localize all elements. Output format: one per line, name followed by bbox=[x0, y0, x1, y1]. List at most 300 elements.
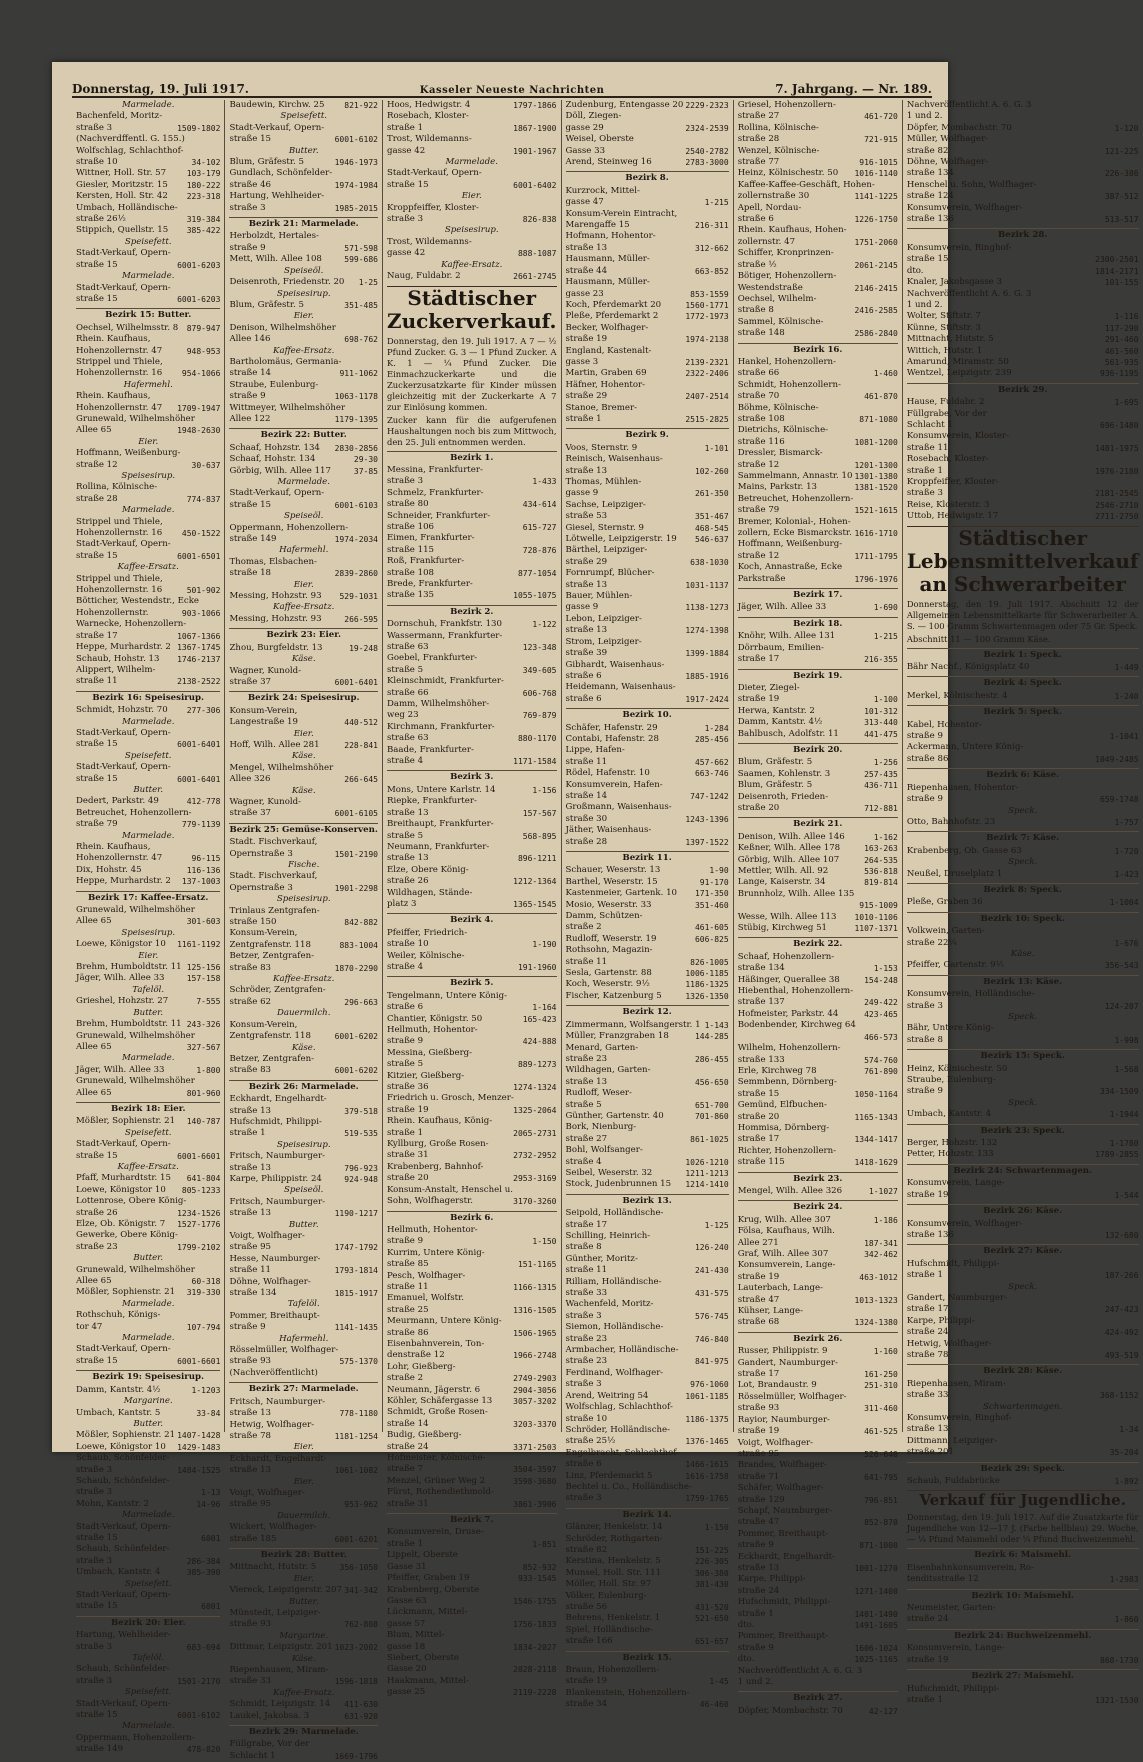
vendor-name: Amarund, Miramstr. 50 bbox=[906, 356, 1009, 367]
vendor-name: straße 82 bbox=[906, 145, 949, 156]
vendor-name: Warnecke, Hohenzollern- bbox=[76, 619, 187, 630]
vendor-name: straße 77 bbox=[737, 157, 780, 168]
vendor-entry bbox=[387, 642, 557, 653]
number-range: 1325-2064 bbox=[513, 1105, 557, 1115]
number-range: 1527-1776 bbox=[177, 1220, 221, 1229]
vendor-name: Petter, Hohzstr. 133 bbox=[906, 1149, 994, 1160]
number-range: 163-263 bbox=[864, 844, 898, 854]
vendor-name: Döhne, Wolfhager- bbox=[229, 1276, 311, 1287]
vendor-entry bbox=[387, 1173, 557, 1184]
number-range: 1138-1273 bbox=[685, 603, 729, 613]
number-range: 306-380 bbox=[694, 1568, 729, 1578]
number-range: 223-318 bbox=[186, 192, 221, 202]
vendor-entry bbox=[387, 1453, 557, 1464]
number-range: 466-573 bbox=[864, 1032, 898, 1042]
vendor-entry bbox=[566, 934, 729, 945]
number-range: 46-460 bbox=[699, 1700, 729, 1710]
number-range: 1181-1254 bbox=[334, 1431, 378, 1441]
vendor-entry bbox=[387, 1373, 557, 1384]
vendor-name: Mett, Wilh. Allee 108 bbox=[229, 254, 322, 265]
vendor-entry bbox=[738, 1529, 898, 1540]
number-range: 948-953 bbox=[186, 346, 221, 356]
vendor-entry bbox=[387, 100, 557, 111]
vendor-name: Bachenfeld, Moritz- bbox=[76, 111, 163, 122]
number-range: 154-248 bbox=[864, 975, 898, 985]
vendor-entry bbox=[76, 539, 220, 550]
vendor-entry bbox=[387, 1259, 557, 1270]
number-range: 3504-3597 bbox=[513, 1465, 557, 1475]
vendor-name: Krug, Wilh. Allee 307 bbox=[737, 1214, 831, 1225]
vendor-entry bbox=[907, 454, 1139, 465]
vendor-name: straße 56 bbox=[565, 1602, 608, 1612]
notice-paragraph: Donnerstag, den 19. Juli 1917. Auf die Zusatzkarte für Jugendliche von 12—17 J. (Farbe hellblau) 29. Woche, — ¼ Pfund Maismehl oder ¼ Pfund Buchweizenmehl. bbox=[906, 1512, 1139, 1545]
vendor-name: straße 22¼ bbox=[906, 937, 957, 948]
vendor-entry bbox=[738, 1540, 898, 1551]
vendor-entry bbox=[229, 740, 378, 751]
vendor-entry bbox=[738, 1483, 898, 1494]
vendor-name: Damm, Kantstr. 4½ bbox=[76, 1384, 161, 1395]
vendor-name: Völker, Eulenburg- bbox=[565, 1590, 647, 1601]
number-range: 1-150 bbox=[704, 1523, 729, 1533]
district-heading: Bezirk 4: Speck. bbox=[907, 676, 1139, 689]
vendor-name: Künne, Stiftstr. 3 bbox=[906, 322, 981, 333]
vendor-name: Gandert, Naumburger- bbox=[906, 1292, 1008, 1303]
product-heading: Schwartenmagen. bbox=[983, 1401, 1063, 1412]
number-range: 871-1000 bbox=[859, 1541, 898, 1551]
vendor-name: straße 15 bbox=[76, 739, 118, 750]
number-range: 6001-6401 bbox=[177, 740, 221, 750]
vendor-name: straße 8 bbox=[565, 1242, 602, 1253]
vendor-entry bbox=[387, 1442, 557, 1453]
number-range: 96-115 bbox=[191, 854, 221, 864]
district-heading: Bezirk 24: Schwartenmagen. bbox=[907, 1164, 1139, 1177]
vendor-entry bbox=[566, 1402, 729, 1413]
vendor-entry bbox=[738, 1392, 898, 1403]
vendor-name: Braun, Hohenzollern- bbox=[565, 1665, 660, 1676]
vendor-entry bbox=[387, 796, 557, 807]
vendor-entry bbox=[566, 1020, 729, 1031]
product-heading: Butter. bbox=[288, 1219, 319, 1230]
number-range: 1171-1584 bbox=[513, 757, 557, 767]
vendor-entry bbox=[738, 900, 898, 911]
vendor-entry bbox=[387, 1550, 557, 1561]
vendor-name: Wagner, Kunold- bbox=[229, 665, 302, 676]
vendor-entry bbox=[566, 723, 729, 734]
number-range: 60-318 bbox=[191, 1277, 221, 1287]
vendor-name: Konsumverein, Lange- bbox=[737, 1260, 836, 1271]
vendor-name: straße 11 bbox=[386, 1281, 429, 1292]
vendor-entry bbox=[76, 1344, 220, 1355]
vendor-entry bbox=[76, 294, 220, 305]
vendor-name: straße 15 bbox=[76, 293, 118, 304]
number-range: 778-1180 bbox=[339, 1409, 378, 1419]
number-range: 651-657 bbox=[694, 1637, 729, 1647]
vendor-name: Nachveröffentlicht A. 6. G. 3 bbox=[906, 100, 1032, 110]
vendor-name: Wittner, Holl. Str. 57 bbox=[76, 168, 167, 179]
product-heading: Käse. bbox=[291, 654, 316, 665]
vendor-name: straße 26 bbox=[76, 1207, 118, 1218]
vendor-name: Konsum-Verein, bbox=[229, 705, 298, 716]
vendor-name: straße 33 bbox=[565, 1288, 608, 1299]
number-range: 6001-6203 bbox=[177, 260, 221, 270]
vendor-name: Görbig, Wilh. Allee 107 bbox=[737, 854, 840, 865]
vendor-entry bbox=[738, 1472, 898, 1483]
vendor-name: Messing, Hohzstr. 93 bbox=[229, 613, 322, 624]
vendor-name: Giesel, Sternstr. 9 bbox=[565, 522, 644, 533]
vendor-entry bbox=[907, 1695, 1139, 1706]
district-heading: Bezirk 2. bbox=[387, 605, 557, 618]
number-range: 261-350 bbox=[694, 489, 729, 499]
vendor-name: straße 26 bbox=[386, 876, 429, 887]
vendor-entry bbox=[738, 191, 898, 202]
vendor-name: Bremer, Kolonial-, Hohen- bbox=[737, 516, 851, 527]
number-range: 381-430 bbox=[694, 1580, 729, 1590]
product-heading: Kaffee-Ersatz. bbox=[441, 259, 503, 270]
vendor-entry bbox=[76, 260, 220, 271]
vendor-name: (Nachveröffentlicht) bbox=[229, 1367, 318, 1378]
vendor-name: Mengel, Wilhelmshöher bbox=[229, 762, 334, 773]
vendor-entry bbox=[566, 1545, 729, 1556]
vendor-entry bbox=[566, 694, 729, 705]
vendor-name: Schröder, Rothgarten- bbox=[565, 1533, 663, 1544]
vendor-entry bbox=[566, 791, 729, 802]
vendor-name: Messing, Hohzstr. 93 bbox=[229, 591, 322, 602]
vendor-entry bbox=[566, 1311, 729, 1322]
vendor-entry bbox=[229, 1231, 378, 1242]
vendor-name: straße 149 bbox=[229, 534, 277, 545]
number-range: 1049-2485 bbox=[1095, 754, 1139, 764]
vendor-entry bbox=[566, 580, 729, 591]
vendor-entry bbox=[229, 1031, 378, 1042]
vendor-name: straße 4 bbox=[386, 961, 424, 972]
number-range: 842-882 bbox=[344, 918, 378, 928]
number-range: 1212-1364 bbox=[513, 877, 557, 887]
vendor-entry bbox=[229, 797, 378, 808]
vendor-entry bbox=[387, 1607, 557, 1618]
vendor-entry bbox=[907, 1178, 1139, 1189]
vendor-name: straße 19 bbox=[386, 1104, 429, 1115]
vendor-name: straße 9 bbox=[906, 1086, 943, 1097]
vendor-name: straße 93 bbox=[229, 1356, 272, 1367]
district-heading: Bezirk 15: Speck. bbox=[907, 1049, 1139, 1062]
vendor-name: Rösselmüller, Wolfhager- bbox=[737, 1391, 847, 1402]
vendor-name: Knöhr, Wilh. Allee 131 bbox=[737, 631, 836, 642]
vendor-name: Gasse 63 bbox=[386, 1595, 427, 1606]
number-range: 7-555 bbox=[196, 997, 221, 1007]
product-heading: Speisesirup. bbox=[121, 471, 176, 481]
vendor-name: Riepenhausen, Miram- bbox=[229, 1665, 329, 1676]
vendor-entry bbox=[76, 1230, 220, 1241]
vendor-entry bbox=[738, 1009, 898, 1020]
number-range: 412-778 bbox=[186, 797, 221, 807]
vendor-entry bbox=[387, 1339, 557, 1350]
product-heading: Marmelade. bbox=[121, 505, 175, 516]
product-heading: Speiseöl. bbox=[284, 265, 324, 276]
vendor-name: zollernstr. 47 bbox=[737, 236, 796, 247]
vendor-name: Dietrichs, Kölnische- bbox=[737, 425, 829, 436]
vendor-name: Häßinger, Querallee 38 bbox=[737, 974, 840, 985]
number-range: 1759-1765 bbox=[685, 1494, 729, 1504]
vendor-entry bbox=[229, 774, 378, 785]
vendor-entry bbox=[738, 706, 898, 717]
vendor-name: Friedrich u. Grosch, Menzer- bbox=[386, 1093, 514, 1104]
vendor-name: straße 19 bbox=[906, 1189, 949, 1200]
vendor-name: straße 24 bbox=[737, 1585, 780, 1596]
number-range: 2661-2745 bbox=[513, 272, 557, 282]
vendor-entry bbox=[387, 511, 557, 522]
vendor-name: straße 15 bbox=[76, 1601, 118, 1612]
number-range: 3371-2503 bbox=[513, 1442, 557, 1452]
number-range: 226-386 bbox=[1104, 169, 1139, 179]
vendor-entry bbox=[566, 1134, 729, 1145]
vendor-entry bbox=[387, 665, 557, 676]
vendor-entry bbox=[738, 111, 898, 122]
vendor-name: Hohenzollernstr. 47 bbox=[76, 402, 163, 413]
number-range: 1067-1366 bbox=[177, 631, 221, 641]
vendor-entry bbox=[738, 551, 898, 562]
vendor-entry bbox=[907, 1149, 1139, 1160]
number-range: 1013-1323 bbox=[854, 1295, 898, 1305]
vendor-entry bbox=[76, 1733, 220, 1744]
vendor-entry bbox=[566, 648, 729, 659]
number-range: 126-240 bbox=[694, 1243, 729, 1253]
vendor-entry bbox=[387, 1048, 557, 1059]
vendor-name: Koch, Weserstr. 9½ bbox=[565, 979, 650, 990]
vendor-entry bbox=[738, 1438, 898, 1449]
vendor-entry bbox=[76, 1196, 220, 1207]
vendor-entry bbox=[76, 1151, 220, 1162]
vendor-entry bbox=[387, 590, 557, 601]
vendor-name: Brandes, Wolfhager- bbox=[737, 1460, 827, 1471]
vendor-name: Parkstraße bbox=[737, 573, 786, 584]
vendor-entry bbox=[738, 717, 898, 728]
vendor-entry bbox=[76, 774, 220, 785]
vendor-entry bbox=[229, 300, 378, 311]
vendor-entry bbox=[76, 973, 220, 984]
vendor-name: Eimen, Frankfurter- bbox=[386, 533, 475, 544]
vendor-name: straße 17 bbox=[906, 1304, 949, 1315]
vendor-entry bbox=[566, 1031, 729, 1042]
vendor-name: Krabenberg, Oberste bbox=[386, 1584, 480, 1595]
number-range: 1-116 bbox=[1114, 312, 1139, 322]
vendor-entry bbox=[229, 414, 378, 425]
section-headline: Verkauf für Jugendliche. bbox=[907, 1490, 1139, 1509]
vendor-entry bbox=[738, 975, 898, 986]
vendor-name: straße 39 bbox=[565, 648, 608, 659]
vendor-name: Rollina, Kölnische- bbox=[737, 122, 819, 133]
vendor-name: straße ½ bbox=[737, 259, 777, 270]
vendor-name: Siebert, Oberste bbox=[386, 1652, 459, 1663]
number-range: 30-637 bbox=[191, 460, 221, 470]
vendor-entry bbox=[229, 1488, 378, 1499]
vendor-name: Kroppfeiffer, Kloster- bbox=[386, 202, 479, 213]
vendor-name: Baade, Frankfurter- bbox=[386, 744, 474, 755]
vendor-name: Schmidt, Hohenzollern- bbox=[737, 379, 841, 390]
vendor-name: straße 86 bbox=[386, 1327, 429, 1338]
vendor-entry bbox=[387, 1093, 557, 1104]
district-heading: Bezirk 19. bbox=[738, 669, 898, 682]
number-range: 103-179 bbox=[186, 169, 221, 179]
number-range: 1976-2180 bbox=[1095, 466, 1139, 476]
vendor-name: Neußel, Druselplatz 1 bbox=[906, 868, 1003, 879]
vendor-name: Konsumverein, Hafen- bbox=[565, 779, 663, 790]
vendor-entry bbox=[566, 1522, 729, 1533]
vendor-name: Großmann, Waisenhaus- bbox=[565, 802, 672, 813]
number-range: 574-760 bbox=[864, 1055, 898, 1065]
vendor-name: Strippel und Thiele, bbox=[76, 356, 163, 367]
vendor-entry bbox=[907, 1436, 1139, 1447]
vendor-entry bbox=[738, 237, 898, 248]
number-range: 1-998 bbox=[1114, 1035, 1139, 1045]
vendor-name: Straube, Eulenburg- bbox=[906, 1075, 996, 1086]
district-heading: Bezirk 9. bbox=[566, 428, 729, 441]
vendor-name: Neumeister, Garten- bbox=[906, 1603, 996, 1614]
vendor-entry bbox=[76, 1676, 220, 1687]
vendor-name: gasse 42 bbox=[386, 248, 426, 259]
number-range: 728-876 bbox=[522, 545, 557, 555]
number-range: 157-567 bbox=[522, 808, 557, 818]
vendor-name: straße 17 bbox=[737, 654, 780, 665]
number-range: 2953-3169 bbox=[513, 1174, 557, 1184]
vendor-name: Seipold, Holländische- bbox=[565, 1208, 664, 1219]
vendor-entry bbox=[229, 1065, 378, 1076]
vendor-name: straße 19 bbox=[906, 1654, 949, 1665]
vendor-entry bbox=[566, 414, 729, 425]
product-heading: Eier. bbox=[293, 311, 314, 322]
vendor-entry bbox=[566, 534, 729, 545]
vendor-name: straße 5 bbox=[386, 664, 424, 675]
vendor-entry bbox=[229, 157, 378, 168]
vendor-name: Meurmann, Untere König- bbox=[386, 1316, 502, 1327]
vendor-name: straße 78 bbox=[906, 1349, 949, 1360]
vendor-entry bbox=[76, 1601, 220, 1612]
number-range: 801-960 bbox=[186, 1088, 221, 1098]
vendor-name: Hohenzollernstr. 16 bbox=[76, 368, 163, 379]
vendor-name: Allee 122 bbox=[229, 413, 271, 424]
vendor-name: Lippelt, Oberste bbox=[386, 1550, 458, 1561]
vendor-entry bbox=[566, 602, 729, 613]
district-heading: Bezirk 29: Marmelade. bbox=[229, 1725, 378, 1738]
vendor-name: Schaub, Schönfelder- bbox=[76, 1475, 170, 1486]
vendor-entry bbox=[229, 534, 378, 545]
product-heading: Speisesirup. bbox=[121, 927, 176, 938]
number-range: 1186-1325 bbox=[685, 980, 729, 990]
vendor-name: straße 20 bbox=[737, 1111, 780, 1122]
vendor-name: straße 12 bbox=[737, 550, 780, 561]
number-range: 216-311 bbox=[694, 221, 729, 231]
number-range: 1815-1917 bbox=[334, 1289, 378, 1299]
vendor-entry bbox=[387, 631, 557, 642]
vendor-name: Voigt, Wolfhager- bbox=[737, 1437, 814, 1448]
vendor-entry bbox=[738, 654, 898, 665]
vendor-name: Kurrim, Untere König- bbox=[386, 1247, 485, 1258]
vendor-entry bbox=[76, 225, 220, 236]
vendor-entry bbox=[738, 134, 898, 145]
vendor-name: straße 9 bbox=[737, 1642, 774, 1653]
vendor-entry bbox=[76, 596, 220, 607]
number-range: 301-603 bbox=[186, 917, 221, 927]
vendor-entry bbox=[566, 545, 729, 556]
vendor-entry bbox=[229, 391, 378, 402]
vendor-entry bbox=[229, 1368, 378, 1379]
vendor-entry bbox=[566, 1265, 729, 1276]
vendor-name: Mößler, Sophienstr. 21 bbox=[76, 1287, 176, 1298]
vendor-name: straße 3 bbox=[76, 1555, 113, 1566]
vendor-name: straße 13 bbox=[386, 807, 429, 818]
product-heading: Eier. bbox=[293, 1476, 314, 1487]
vendor-name: Karpe, Philippi- bbox=[906, 1315, 975, 1326]
number-range: 1141-1225 bbox=[854, 192, 898, 202]
number-range: 1141-1435 bbox=[334, 1323, 378, 1333]
vendor-entry bbox=[566, 1145, 729, 1156]
vendor-entry bbox=[229, 500, 378, 511]
masthead-paper-title: Kasseler Neueste Nachrichten bbox=[419, 85, 605, 96]
vendor-name: straße 95 bbox=[737, 1448, 780, 1459]
vendor-name: straße 1 bbox=[906, 465, 943, 476]
vendor-name: straße 11 bbox=[906, 442, 949, 453]
number-range: 1367-1745 bbox=[177, 643, 221, 653]
vendor-entry bbox=[387, 951, 557, 962]
vendor-entry bbox=[907, 323, 1139, 334]
vendor-name: Graf, Wilh. Allee 307 bbox=[737, 1249, 829, 1259]
vendor-name: Blum, Gräfestr. 5 bbox=[737, 757, 813, 768]
vendor-name: Rudloff, Weserstr. 19 bbox=[565, 933, 657, 944]
number-range: 1050-1164 bbox=[854, 1089, 898, 1099]
number-range: 526-640 bbox=[864, 1449, 898, 1459]
vendor-entry bbox=[76, 460, 220, 471]
number-range: 746-840 bbox=[694, 1334, 729, 1344]
vendor-entry bbox=[907, 742, 1139, 753]
number-range: 2324-2539 bbox=[685, 123, 729, 133]
product-heading: Speck. bbox=[1008, 1281, 1038, 1292]
vendor-name: straße 134 bbox=[906, 168, 954, 179]
vendor-entry bbox=[229, 1208, 378, 1219]
vendor-name: Eisenbahnkonsumverein, Ro- bbox=[906, 1562, 1035, 1573]
vendor-name: Günther, Moritz- bbox=[565, 1253, 638, 1264]
vendor-name: straße 2 bbox=[386, 1373, 424, 1384]
number-range: 42-127 bbox=[868, 1706, 898, 1716]
vendor-name: Langestraße 19 bbox=[229, 717, 298, 728]
vendor-name: Goebel, Frankfurter- bbox=[386, 653, 478, 664]
vendor-entry bbox=[229, 488, 378, 499]
vendor-name: straße 8 bbox=[737, 305, 774, 316]
vendor-name: Damm, Kantstr. 4½ bbox=[737, 717, 823, 728]
vendor-name: Strippel und Thiele, bbox=[76, 573, 163, 584]
vendor-name: Bartholomäus, Germania- bbox=[229, 356, 342, 367]
number-range: 1190-1217 bbox=[334, 1209, 378, 1219]
number-range: 1061-1082 bbox=[334, 1466, 378, 1476]
district-heading: Bezirk 10. bbox=[566, 708, 729, 721]
number-range: 1107-1371 bbox=[854, 924, 898, 934]
vendor-entry bbox=[76, 146, 220, 157]
vendor-name: straße 25½ bbox=[565, 1436, 616, 1447]
vendor-name: Fürst, Rothendiethmold- bbox=[386, 1487, 494, 1498]
vendor-name: Bähr Nachf., Königsplatz 40 bbox=[906, 662, 1030, 673]
vendor-name: straße 124 bbox=[906, 191, 954, 202]
product-heading: Marmelade. bbox=[121, 1333, 175, 1344]
vendor-entry bbox=[229, 883, 378, 894]
district-heading: Bezirk 25: Gemüse-Konserven. bbox=[229, 824, 378, 835]
vendor-entry bbox=[76, 180, 220, 191]
number-range: 228-841 bbox=[344, 740, 378, 750]
vendor-entry bbox=[566, 837, 729, 848]
district-heading: Bezirk 24. bbox=[738, 1200, 898, 1213]
number-range: 1243-1396 bbox=[685, 814, 729, 824]
vendor-name: straße 34 bbox=[565, 1699, 608, 1710]
product-heading: Hafermehl. bbox=[279, 1333, 329, 1344]
vendor-entry bbox=[76, 134, 220, 145]
number-range: 1466-1615 bbox=[685, 1460, 729, 1470]
